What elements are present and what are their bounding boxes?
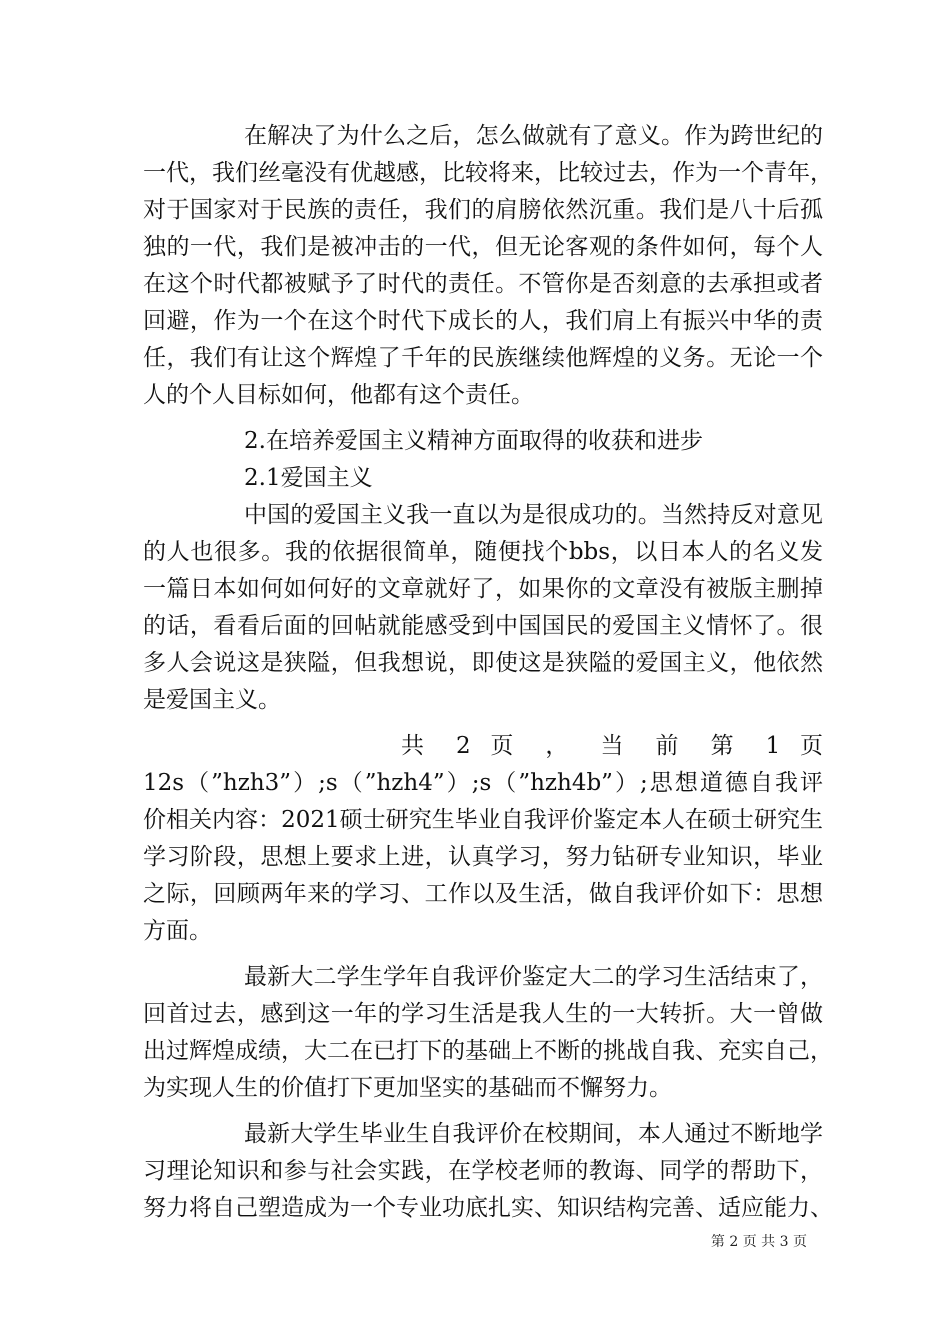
paragraph-line: 是爱国主义。 [143, 687, 281, 713]
paragraph-line: 最新大学生毕业生自我评价在校期间，本人通过不断地学 [244, 1121, 823, 1147]
paragraph-line: 一篇日本如何如何好的文章就好了，如果你的文章没有被版主删掉 [143, 576, 823, 602]
document-body [143, 118, 833, 1227]
paragraph-line: 为实现人生的价值打下更加坚实的基础而不懈努力。 [143, 1075, 672, 1101]
paragraph-line: 独的一代，我们是被冲击的一代，但无论客观的条件如何，每个人 [143, 234, 823, 260]
paragraph-line: 在解决了为什么之后，怎么做就有了意义。作为跨世纪的 [244, 123, 823, 149]
paragraph-line: 一代，我们丝毫没有优越感，比较将来，比较过去，作为一个青年， [143, 160, 833, 186]
paragraph-line: 出过辉煌成绩，大二在已打下的基础上不断的挑战自我、充实自己， [143, 1038, 833, 1064]
paragraph-line: 任，我们有让这个辉煌了千年的民族继续他辉煌的义务。无论一个 [143, 345, 823, 371]
paragraph-line: 回首过去，感到这一年的学习生活是我人生的一大转折。大一曾做 [143, 1001, 823, 1027]
paragraph-line: 12s（”hzh3”）;s（”hzh4”）;s（”hzh4b”）;思想道德自我评 [143, 770, 823, 796]
paragraph-line: 努力将自己塑造成为一个专业功底扎实、知识结构完善、适应能力、 [143, 1195, 833, 1221]
page-counter-text: 共 2 页 ， 当 前 第 1 页 [401, 733, 823, 759]
paragraph-line: 中国的爱国主义我一直以为是很成功的。当然持反对意见 [244, 502, 823, 528]
paragraph-line: 习理论知识和参与社会实践，在学校老师的教诲、同学的帮助下， [143, 1158, 823, 1184]
paragraph-line: 对于国家对于民族的责任，我们的肩膀依然沉重。我们是八十后孤 [143, 197, 823, 223]
paragraph-line: 人的个人目标如何，他都有这个责任。 [143, 382, 534, 408]
paragraph-line: 价相关内容：2021硕士研究生毕业自我评价鉴定本人在硕士研究生 [143, 807, 823, 833]
paragraph-line: 的人也很多。我的依据很简单，随便找个bbs，以日本人的名义发 [143, 539, 823, 565]
paragraph-line: 回避，作为一个在这个时代下成长的人，我们肩上有振兴中华的责 [143, 308, 823, 334]
paragraph-line: 的话，看看后面的回帖就能感受到中国国民的爱国主义情怀了。很 [143, 613, 823, 639]
paragraph-line: 之际，回顾两年来的学习、工作以及生活，做自我评价如下：思想 [143, 881, 823, 907]
subsection-heading: 2.1爱国主义 [244, 465, 373, 491]
paragraph-line: 多人会说这是狭隘，但我想说，即使这是狭隘的爱国主义，他依然 [143, 650, 823, 676]
paragraph-line: 方面。 [143, 918, 212, 944]
section-heading: 2.在培养爱国主义精神方面取得的收获和进步 [244, 428, 703, 454]
paragraph-line: 最新大二学生学年自我评价鉴定大二的学习生活结束了， [244, 964, 823, 990]
paragraph-line: 学习阶段，思想上要求上进，认真学习，努力钻研专业知识，毕业 [143, 844, 823, 870]
page-footer: 第 2 页 共 3 页 [710, 1234, 807, 1250]
paragraph-line: 在这个时代都被赋予了时代的责任。不管你是否刻意的去承担或者 [143, 271, 823, 297]
